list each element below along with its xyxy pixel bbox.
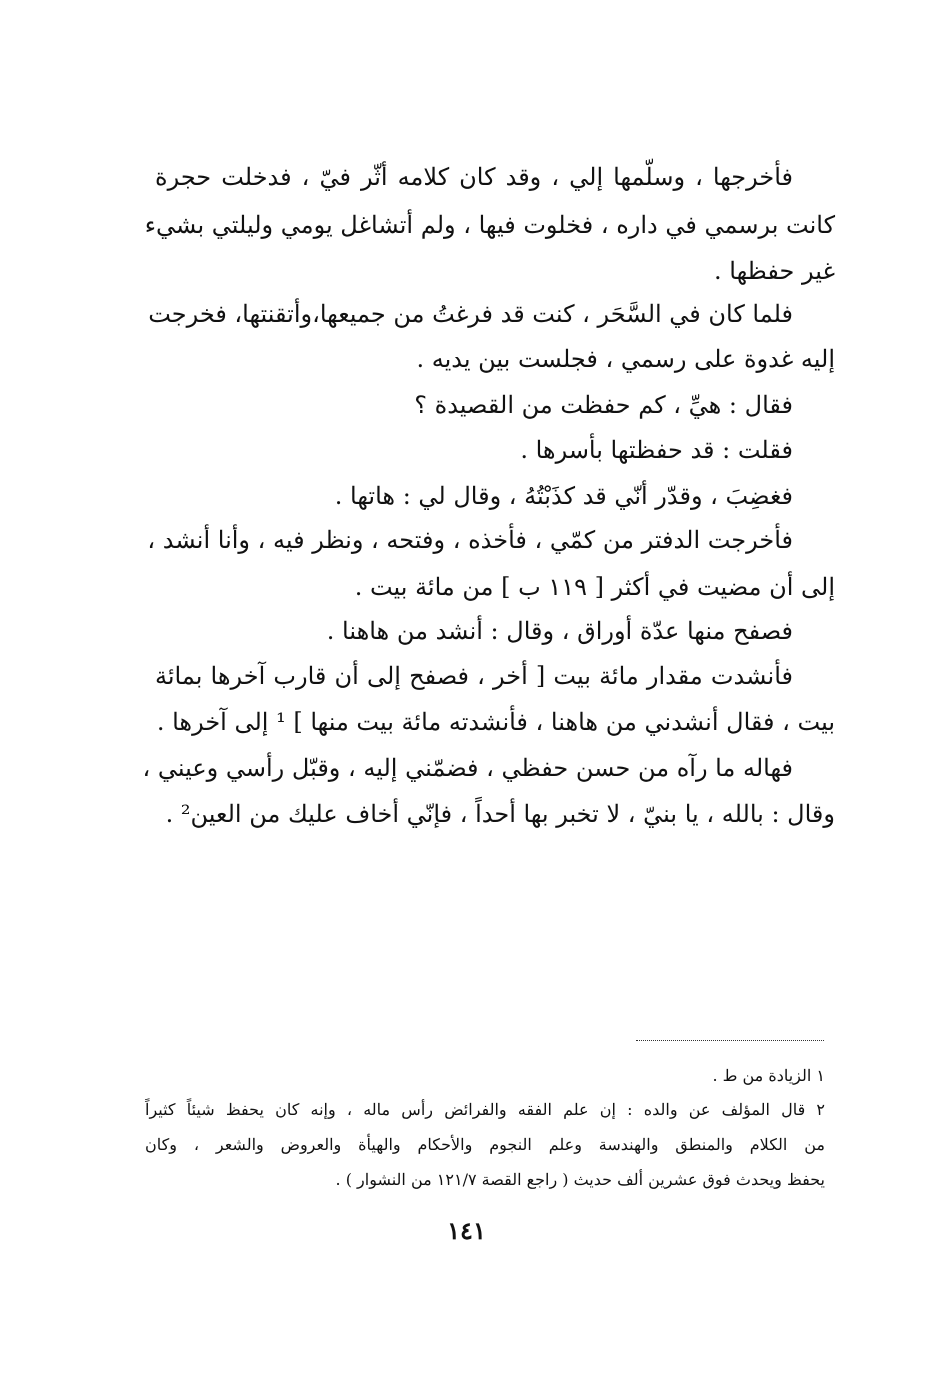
page-number: ١٤١ — [447, 1216, 486, 1245]
body-line-7: فقلت : قد حفظتها بأسرها . — [520, 436, 793, 464]
body-line-2: كانت برسمي في داره ، فخلوت فيها ، ولم أتشاغل يومي وليلتي بشيء — [144, 211, 835, 239]
body-line-3: غير حفظها . — [714, 257, 835, 285]
body-line-10: إلى أن مضيت في أكثر [ ١١٩ ب ] من مائة بيت . — [354, 573, 835, 601]
body-line-9: فأخرجت الدفتر من كمّي ، فأخذه ، وفتحه ، ونظر فيه ، وأنا أنشد ، — [147, 526, 793, 554]
body-line-11: فصفح منها عدّة أوراق ، وقال : أنشد من هاهنا . — [326, 617, 793, 645]
body-line-14: فهاله ما رآه من حسن حفظي ، فضمّني إليه ، وقبّل رأسي وعيني ، — [142, 754, 793, 782]
body-line-8: فغضِبَ ، وقدّر أنّي قد كذَبْتُهُ ، وقال لي : هاتها . — [334, 482, 793, 510]
footnote-2-line-3: يحفظ ويحدث فوق عشرين ألف حديث ( راجع القصة ١٢١/٧ من النشوار ) . — [335, 1170, 825, 1189]
footnote-1: ١ الزيادة من ط . — [712, 1066, 825, 1085]
footnote-2-line-2: من الكلام والمنطق والهندسة وعلم النجوم والأحكام والهيأة والعروض والشعر ، وكان — [145, 1135, 825, 1154]
body-line-13: بيت ، فقال أنشدني من هاهنا ، فأنشدته مائة بيت منها ] ¹ إلى آخرها . — [156, 708, 835, 736]
footnote-2-line-1: ٢ قال المؤلف عن والده : إن علم الفقه والفرائض رأس ماله ، وإنه كان يحفظ شيئاً كثيراً — [145, 1100, 826, 1119]
body-line-1: فأخرجها ، وسلّمها إلي ، وقد كان كلامه أثّر فيّ ، فدخلت حجرة — [155, 163, 793, 191]
body-line-4: فلما كان في السَّحَر ، كنت قد فرغتُ من جميعها،وأتقنتها، فخرجت — [148, 300, 793, 328]
body-line-5: إليه غدوة على رسمي ، فجلست بين يديه . — [416, 345, 835, 373]
body-line-15: وقال : بالله ، يا بنيّ ، لا تخبر بها أحداً ، فإنّي أخاف عليك من العين² . — [165, 800, 835, 828]
body-line-12: فأنشدت مقدار مائة بيت [ أخر ، فصفح إلى أن قارب آخرها بمائة — [155, 662, 793, 690]
footnote-separator — [636, 1040, 824, 1041]
body-line-6: فقال : هيِّ ، كم حفظت من القصيدة ؟ — [414, 391, 793, 419]
